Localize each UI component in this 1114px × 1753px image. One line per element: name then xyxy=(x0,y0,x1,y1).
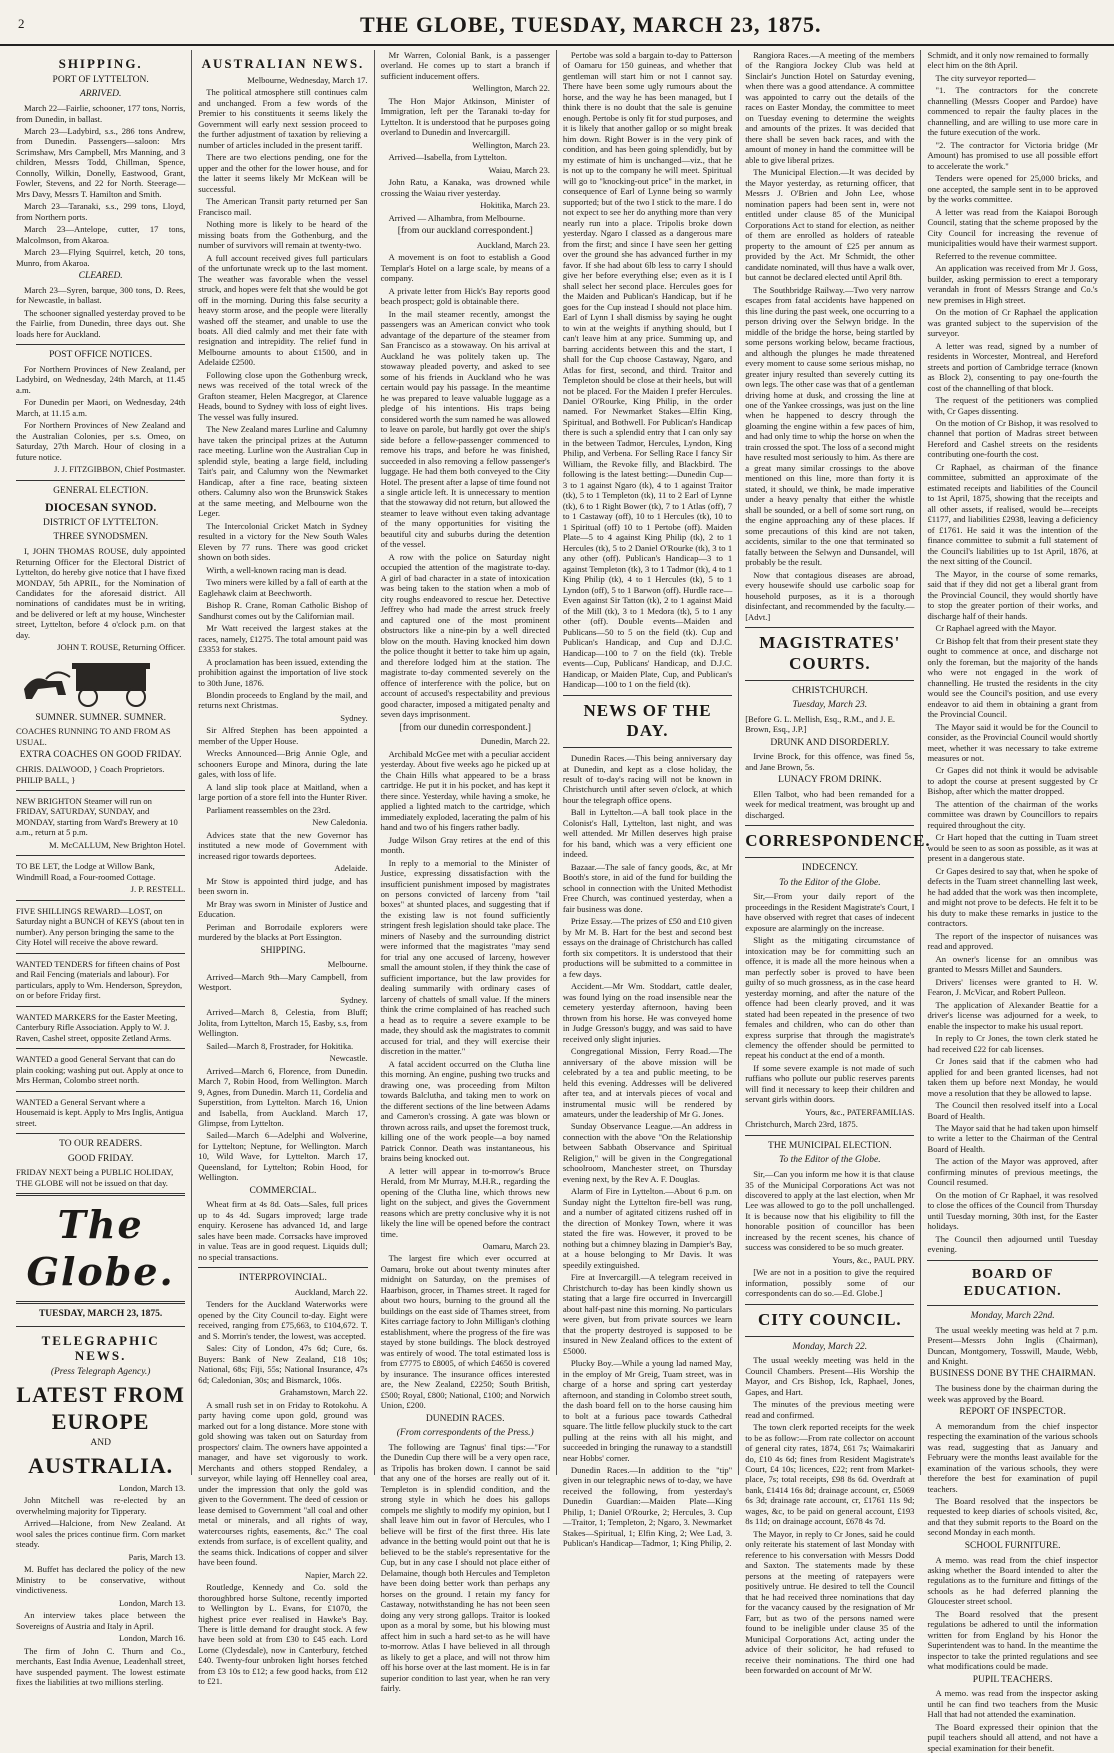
divider xyxy=(16,855,185,856)
paragraph: The Mayor said it would be for the Council to consider, as the Provincial Council would shortly meet, whether it was necessary to take extreme measures or not. xyxy=(927,721,1098,763)
subheading: POST OFFICE NOTICES. xyxy=(49,350,153,361)
paragraph: A letter was read, signed by a number of residents in Worcester, Montreal, and Hereford streets and portion of Cambridge terrace (known as Block 2), consenting to pay one-fourth the cost of the channelling of that block. xyxy=(927,340,1098,393)
paragraph: An interview takes place between the Sovereigns of Austria and Italy in April. xyxy=(16,1610,186,1631)
paragraph: Arrived—Isabella, from Lyttelton. xyxy=(388,152,507,163)
paragraph: In the mail steamer recently, amongst the passengers was an American convict who took advantage of the departure of the steamer from San Francisco as a stowaway. On his arrival at Auckland he was politely taken up. The stowaway pleaded poverty, and asked to see some of his friends in Auckland who he was certain would pay his passage. In the meantime he was prepared to leave valuable luggage as a pledge of his intentions. His traps being considered worth the sum named he was allowed to leave on parole, but hardly got over the ship's side before a fellow-passenger commenced to remove his traps, and before he was finished, succeeded in also removing a fellow passenger's luggage. He had them both conveyed to the City Hotel. The present after a lapse of time found not a single article left. It is unnecessary to mention that the stowaway did not return, but allowed the steamer to leave without even taking advantage of the many opportunities for visiting the beautiful city and suburbs during the detention of the vessel. xyxy=(380,308,550,550)
paragraph: The Hon Major Atkinson, Minister of Immigration, left per the Taranaki to-day for Lyttelton. It is understood that he purposes going overland to Dunedin and Invercargill. xyxy=(380,95,550,138)
page-header: THE GLOBE, TUESDAY, MARCH 23, 1875. xyxy=(360,12,822,37)
paragraph: The business done by the chairman during the week was approved by the Board. xyxy=(927,1383,1098,1404)
section-heading: NEWS OF THE DAY. xyxy=(583,700,712,741)
paragraph: Arrived—Halcione, from New Zealand. At wool sales the prices continue firm. Corn market steady. xyxy=(16,1518,186,1550)
subheading: INTERPROVINCIAL. xyxy=(239,1273,327,1284)
paragraph: The Council then adjourned until Tuesday evening. xyxy=(927,1233,1098,1255)
subheading: GOOD FRIDAY. xyxy=(67,1153,134,1164)
dateline: Wellington, March 23. xyxy=(472,139,550,150)
paragraph: John Mitchell was re-elected by an overwhelming majority for Tipperary. xyxy=(16,1495,186,1516)
paragraph: Congregational Mission, Ferry Road.—The anniversary of the above mission will be celebrated by a tea and public meeting, to be held this evening. Addresses will be delivered after tea, and at intervals pieces of vocal and instrumental music will be rendered by amateurs, under the leadership of Mr G. Jones. xyxy=(562,1046,733,1119)
paragraph: A letter will appear in to-morrow's Bruce Herald, from Mr Murray, M.H.R., regarding the opening of the Clutha line, which throws new light on the subject, and gives the Government reasons which are pretty conclusive why it is not likely the line will be opened before the contract time. xyxy=(380,1165,550,1239)
subheading: SCHOOL FURNITURE. xyxy=(964,1540,1061,1551)
paragraph: The Board resolved that the inspectors be requested to keep diaries of schools visited, &c, and that they submit reports to the Board on the second Monday in each month. xyxy=(927,1495,1098,1538)
subheading: CLEARED. xyxy=(78,271,123,282)
paragraph: Periman and Borrodaile explorers were murdered by the blacks at Port Essington. xyxy=(198,921,368,943)
divider xyxy=(745,825,914,826)
paragraph: The Board expressed their opinion that the pupil teachers should all attend, and not have a special examination for their benefit. xyxy=(927,1721,1098,1753)
paragraph: There are two elections pending, one for the upper and the other for the lower house, and for the latter it seems likely Mr McKean will be successful. xyxy=(198,152,368,194)
paragraph: Sir Alfred Stephen has been appointed a member of the Upper House. xyxy=(198,725,368,746)
subheading: REPORT OF INSPECTOR. xyxy=(959,1407,1066,1418)
paragraph: Dunedin Races.—This being anniversary day at Dunedin, and kept as a close holiday, the result of to-day's racing will not be known in Christchurch until after seven o'clock, at which hour the telegraph office opens. xyxy=(562,753,733,805)
paragraph: A land slip took place at Maitland, when a large portion of a store fell into the Hunter River. xyxy=(198,781,368,803)
divider xyxy=(16,344,185,345)
subheading: THE MUNICIPAL ELECTION. xyxy=(768,1140,892,1151)
paragraph: Cr Raphael, as chairman of the finance committee, submitted an approximate of the estimated receipts and liabilities of the Council to 1st April, 1875, showing that the receipts and all other assets, if realised, would be—receipts £1177, and liabilities £2938, leaving a deficiency of £1761. He said it was the intention of the finance committee to submit a full statement of the Council's liabilities up to 1st April, 1876, at the next sitting of the Council. xyxy=(927,461,1098,567)
paragraph: [Before G. L. Mellish, Esq., R.M., and J. E. Brown, Esq., J.P.] xyxy=(745,713,896,735)
divider xyxy=(16,1133,185,1134)
paragraph: Drivers' licenses were granted to H. W. Fearon, J. McVicar, and Robert Pulleon. xyxy=(927,976,1098,998)
section-heading: SHIPPING. xyxy=(58,56,143,71)
paragraph: Cr Gapes did not think it would be advisable to adopt the course at present suggested by Cr Bishop, after which the matter dropped. xyxy=(927,765,1098,797)
column-3 xyxy=(375,50,557,1694)
dateline: Paris, March 13. xyxy=(128,1551,186,1562)
paragraph: "2. The contractor for Victoria bridge (Mr Amount) has promised to use all possible effort to accelerate the work." xyxy=(927,139,1098,171)
subheading: TO OUR READERS. xyxy=(59,1139,143,1150)
paragraph: Routledge, Kennedy and Co. sold the thoroughbred horse Sultone, recently imported to Wellington by L. Evans, for £1070, the highest price ever realised in Hawke's Bay. There is little demand for draught stock. A few have been sold at from £30 to £45 each. Lord Lorne (Clydesdale), now in Canterbury, fetched £40. Twenty-four unbroken light horses fetched from £3 10s to £12; a few good hacks, from £12 to £21. xyxy=(198,1582,368,1687)
paragraph: A memo. was read from the inspector asking until he can find two teachers from the Music Hall that had not attended the examination. xyxy=(927,1688,1098,1720)
divider xyxy=(16,480,185,481)
paragraph: Sailed—March 8, Frostrader, for Hokitika. xyxy=(206,1040,354,1051)
column-2 xyxy=(192,50,374,1687)
subheading: GENERAL ELECTION. xyxy=(53,485,149,496)
paragraph: John Ratu, a Kanaka, was drowned while crossing the Waiau river yesterday. xyxy=(380,177,550,198)
column-4 xyxy=(557,50,739,1549)
dateline: Sydney. xyxy=(340,994,368,1005)
paragraph: Wirth, a well-known racing man is dead. xyxy=(206,564,347,575)
paragraph: A memo. was read from the chief inspector asking whether the Board intended to alter the regulations as to the furniture and fittings of the schools as he had deferred planning the Gloucester street school. xyxy=(927,1554,1098,1607)
paragraph: Prize Essay.—The prizes of £50 and £10 given by Mr M. B. Hart for the best and second best essays on the drainage of Christchurch has called forth six competitors. It is understood that their productions will be submitted to a committee in a few days. xyxy=(562,916,733,979)
paragraph: Mr Bray was sworn in Minister of Justice and Education. xyxy=(198,898,368,920)
paragraph: Nothing more is likely to be heard of the missing boats from the Gothenburg, and the number of survivors will remain at twenty-two. xyxy=(198,219,368,251)
paragraph: The schooner signalled yesterday proved to be the Fairlie, from Dunedin, three days out. She loads here for Auckland. xyxy=(16,307,186,339)
paragraph: Sunday Observance League.—An address in connection with the above "On the Relationship between Sabbath Observance and Spiritual Religion," will be given in the Congregational schoolroom, Manchester street, on Thursday evening next, by the Rev A. F. Douglas. xyxy=(562,1121,733,1184)
paragraph: Ellen Talbot, who had been remanded for a week for medical treatment, was brought up and discharged. xyxy=(745,788,915,820)
divider xyxy=(745,680,914,681)
paragraph: Sir,—From your daily report of the proceedings in the Resident Magistrate's Court, I have observed with regret that cases of indecent exposure are alarmingly on the increase. xyxy=(745,891,915,933)
dateline: London, March 13. xyxy=(118,1482,186,1493)
divider xyxy=(16,1048,185,1049)
subheading: SHIPPING. xyxy=(260,945,306,956)
paragraph: March 23—Syren, barque, 300 tons, D. Rees, for Newcastle, in ballast. xyxy=(16,284,186,306)
section-heading: MAGISTRATES' COURTS. xyxy=(759,633,901,673)
divider xyxy=(745,857,914,858)
divider xyxy=(745,1336,914,1337)
paragraph: Alarm of Fire in Lyttelton.—About 6 p.m. on Sunday night the Lyttelton fire-bell was rung, and a number of agitated citizens rushed off in the direction of Monkey Town, where it was stated the fire was. However, it proved to be nothing but a chimney blazing in Dampier's Bay, at a house belonging to Mr Davis. It was speedily extinguished. xyxy=(562,1186,733,1270)
paragraph: Tenders were opened for 25,000 bricks, and one accepted, the sample sent in to be approved by the works committee. xyxy=(927,173,1098,205)
newspaper-columns xyxy=(10,50,1104,1753)
paragraph: Sir,—Can you inform me how it is that clause 35 of the Municipal Corporations Act was not discovered to apply at the last election, when Mr Lee was allowed to go to the poll unchallenged. It is because now that his eligibility to fill the honorable position of councillor has been increased by the recent scenes, his chance of success was considered to be so much greater. xyxy=(745,1169,915,1253)
paragraph: The usual weekly meeting was held in the Council Chambers. Present—His Worship the Mayor, and Crs Bishop, Ick, Raphael, Jones, Gapes, and Hart. xyxy=(745,1355,915,1397)
paragraph: The political atmosphere still continues calm and unchanged. From a few words of the Premier to his constituents it seems likely the Government will early next session proceed to the further adjustment of taxation by relieving a number of articles included in the present tariff. xyxy=(198,87,368,150)
paragraph: Now that contagious diseases are abroad, every housewife should use carbolic soap for household purposes, as it is a thorough disinfectant, and recommended by the faculty.—[Advt.] xyxy=(745,569,915,622)
paragraph: Rangiora Races.—A meeting of the members of the Rangiora Jockey Club was held at Sinclair's Junction Hotel on Saturday evening, when there was a good attendance. A committee was appointed to carry out the details of the races on Easter Monday, the committee to meet on Tuesday evening to determine the weights and amounts of the prizes. It was decided that there shall be seven back races, and with the amount of money in hand the committee will be able to give liberal prizes. xyxy=(745,50,915,165)
paper-masthead: The Globe. xyxy=(26,1202,175,1294)
paragraph: Tenders for the Auckland Waterworks were opened by the City Council to-day. Eight were received, ranging from £75,663, to £104,672. T. and S. Morrin's tender, the lowest, was accepted. xyxy=(198,1299,368,1341)
paragraph: The firm of John C. Thurn and Co., merchants, East India Avenue, Leadenhall street, have suspended payment. The lowest estimate fixes the liabilities at two millions sterling. xyxy=(16,1645,186,1688)
paragraph: The Southbridge Railway.—Two very narrow escapes from fatal accidents have happened on this line during the past week, one occurring to a person driving over the Selwyn bridge. In the middle of the bridge the horse, being startled by some persons working below, became fractious, and although the plunges he made threatened every moment to cause some serious mishap, no greater injury resulted than severely cutting its own legs. The other case was that of a gentleman driving home at dusk, and crossing the line at one of the Yankee crossings, was just on the line when he happened to descry through the gloaming the engine within a few paces of him, and had only time to whip the horse on when the train crossed the spot. The loss of a second might have resulted most seriously to him. As there are a great many similar crossings to the above mentioned on this line, more than forty it is stated, it should, we think, be made imperative under a heavy penalty that either the whistle shall be sounded, or a bell of some sort rung, on the engine approaching any of these places. If some precautions of this kind are not taken, accidents, similar to the one that terminated so fatally between the Selwyn and Dunsandel, will probably be the result. xyxy=(745,284,915,568)
divider xyxy=(16,790,185,791)
paragraph: A fatal accident occurred on the Clutha line this morning. An engine, pushing two trucks and drawing one, was proceeding from Milton towards Balclutha, and taking men to work on the different sections of the line between Adams and Cameron's crossing. A gate was blown or thrown across rails, and upset the foremost truck, killing one of the work people—a boy named Patrick Connor. Death was instantaneous, his brains being knocked out. xyxy=(380,1058,550,1164)
paragraph: In reply to Cr Jones, the town clerk stated he had received £22 for cab licenses. xyxy=(927,1033,1098,1054)
paragraph: Arrived — Alhambra, from Melbourne. xyxy=(388,212,526,223)
paragraph: Sailed—March 6—Adelphi and Wolverine, for Lyttelton; Neptune, for Wellington. March 10, Wild Wave, for Lyttelton. March 17, Queensland, for Lyttelton; Robin Hood, for Wellington. xyxy=(198,1130,368,1183)
subheading: DRUNK AND DISORDERLY. xyxy=(770,737,890,748)
dateline: Auckland, March 22. xyxy=(294,1286,368,1297)
paragraph: Bazaar.—The sale of fancy goods, &c, at Mr Booth's store, in aid of the fund for building the school in connection with the United Methodist Free Church, was continued yesterday, when a fair business was done. xyxy=(562,861,733,914)
paragraph: Sales: City of London, 47s 6d; Cure, 6s. Buyers: Bank of New Zealand, £18 10s; National, 68s; Fiji, 55s; National Insurance, 47s 6d; Caledonian, 30s; and Bismarck, 106s. xyxy=(198,1343,368,1385)
signature: M. McCALLUM, New Brighton Hotel. xyxy=(49,839,186,850)
paragraph: Bishop R. Crane, Roman Catholic Bishop of Sandhurst comes out by the Californian mail. xyxy=(198,600,368,621)
paragraph: The usual weekly meeting was held at 7 p.m. Present—Messrs John Inglis (Chairman), Duncan, Montgomery, Tosswill, Maude, Webb, and Knight. xyxy=(927,1324,1098,1366)
section-heading: TELEGRAPHIC NEWS. xyxy=(41,1332,160,1364)
paragraph: Ball in Lyttelton.—A ball took place in the Colonist's Hall, Lyttelton, last night, and was well attended. Mr Millen deserves high praise for his band, which was a very efficient one indeed. xyxy=(562,807,733,860)
paragraph: The American Transit party returned per San Francisco mail. xyxy=(198,196,368,217)
paragraph: The New Zealand mares Lurline and Calumny have taken the principal prizes at the Autumn race meeting. Lurline won the Australian Cup in splendid style, beating a large field, including Tait's pair, and Calumny won the Newmarket Handicap, after a fine race, beating sixteen others. Calumny also won the Brunswick Stakes at the same meeting, and Melbourne won the Leger. xyxy=(198,424,368,519)
paragraph: The Council then resolved itself into a Local Board of Health. xyxy=(927,1100,1098,1121)
coach-illustration xyxy=(16,659,185,707)
paragraph: Judge Wilson Gray retires at the end of this month. xyxy=(380,834,550,856)
signature: J. J. FITZGIBBON, Chief Postmaster. xyxy=(54,464,186,475)
paragraph: Schmidt, and it only now remained to formally elect him on the 8th April. xyxy=(927,50,1089,71)
paragraph: Accident.—Mr Wm. Stoddart, cattle dealer, was found lying on the road insensible near the cemetery yesterday afternoon, having been thrown from his horse. He was conveyed home in Judge Gresson's buggy, and was said to have received only slight injuries. xyxy=(562,981,733,1044)
paragraph: Blondin proceeds to England by the mail, and returns next Christmas. xyxy=(198,689,368,711)
issue-date: TUESDAY, MARCH 23, 1875. xyxy=(38,1308,163,1319)
paragraph: Wheat firm at 4s 8d. Oats—Sales, full prices up to 4s 4d. Sugars improved; large trade enquiry. Kerosene has advanced 1d, and large sales have been made. Corrsacks have improved in value. Teas are in good request. Liquids dull; no special transactions. xyxy=(198,1199,368,1262)
advertisement: WANTED a good General Servant that can do plain cooking; washing put out. Apply at once to Mrs Herman, Colombo street north. xyxy=(16,1054,184,1086)
subheading: AND xyxy=(90,1438,111,1449)
paragraph: For Northern Provinces of New Zealand and the Australian Colonies, per s.s. Omeo, on Saturday, 27th March. Hour of closing in a future notice. xyxy=(16,420,186,462)
subheading: SUMNER. SUMNER. SUMNER. xyxy=(35,712,166,723)
headline: LATEST FROM EUROPE xyxy=(16,1381,185,1434)
advertisement: WANTED a General Servant where a Housemaid is kept. Apply to Mrs Inglis, Antigua street. xyxy=(16,1096,184,1128)
divider xyxy=(16,1006,185,1007)
paragraph: The following are Tagnus' final tips:—"For the Dunedin Cup there will be a very open race, as Tripolis has broken down. I cannot be said that any one of the horses are really out of it. Templeton is in splendid condition, and the strong style in which he does his gallops compels me slightly to modify my opinion, but I shall leave him out in favor of Hercules, who I believe will be first of the first three. His late advance in the betting would point out that he is believed to be the stable's representative for the Cup, but in any case I should not place either of Delamaine, though both Hercules and Templeton have been doing better work than perhaps any horses on the ground. I retain my fancy for Castaway, notwithstanding he has not been seen doing any very strong gallops. Traitor is looked upon as a moral by some, but his blowing must affect him in such a hard set-to as he will have to-morrow. Atlas I have believed in all through as likely to get a place, and will not throw him off his horse over at the last moment. He is in far superior condition to last year, when he ran very fairly. xyxy=(380,1441,550,1694)
paragraph: On the motion of Cr Raphael, it was resolved to close the offices of the Council from Thursday until Tuesday morning, 30th inst, for the Easter holidays. xyxy=(927,1189,1098,1232)
paragraph: Plucky Boy.—While a young lad named May, in the employ of Mr Greig, Tuam street, was in charge of a horse and spring cart yesterday afternoon, and standing in Colombo street south, the dash board fell on to the horse causing him to bolt at a furious pace towards Cathedral square. The little fellow pluckily stuck to the cart pulling at the reins with all his might, and succeeded in bringing the runaway to a standstill near Hobbs' corner. xyxy=(562,1358,733,1463)
subheading: BUSINESS DONE BY THE CHAIRMAN. xyxy=(929,1369,1096,1380)
dateline: Christchurch, March 23rd, 1875. xyxy=(745,1119,858,1130)
paragraph: The request of the petitioners was complied with, Cr Gapes dissenting. xyxy=(927,395,1098,416)
subheading: (Press Telegraph Agency.) xyxy=(50,1367,151,1378)
divider xyxy=(16,953,185,954)
paragraph: Slight as the mitigating circumstance of intoxication may be for committing such an offence, it is made all the more heinous when a man perfectly sober is proved to have been guilty of so much grossness, as in the case heard yesterday morning, and after the nature of the offence had been clearly proved, and it was stated had been repeated in the presence of two females and children, who can do other than express surprise that through the magistrate's clemency the offender should be permitted to repeat his conduct at the end of a month. xyxy=(745,935,915,1061)
advertisement: WANTED TENDERS for fifteen chains of Post and Rail Fencing (materials and labour). For particulars, apply to Wm. Henderson, Spreydon, on or before Friday first. xyxy=(16,958,183,1001)
paragraph: The Municipal Election.—It was decided by the Mayor yesterday, as returning officer, that Messrs J. O'Brien and John Lee, whose nomination papers had been sent in, were not entitled under clause 85 of the Municipal Corporations Act to stand for election, as neither of them are enrolled as holders of rateable property to the amount of £25 per annum as provided by the Act. Mr Schmidt, the other candidate nominated, will thus have a walk over, but cannot be declared elected until April 8th. xyxy=(745,167,915,283)
paragraph: The Intercolonial Cricket Match in Sydney resulted in a victory for the New South Wales Eleven by 77 runs. There was good cricket shown on both sides. xyxy=(198,520,368,563)
dateline: Napier, March 22. xyxy=(304,1569,368,1580)
dateline: London, March 16. xyxy=(118,1633,186,1644)
section-heading: BOARD OF EDUCATION. xyxy=(963,1266,1062,1299)
paragraph: A proclamation has been issued, extending the prohibition against the importation of live stock to 30th June, 1876. xyxy=(198,656,368,688)
subheading: DUNEDIN RACES. xyxy=(425,1413,505,1424)
paragraph: A small rush set in on Friday to Rotokohu. A party having come upon gold, ground was marked out for a long distance. More stone with gold showing was taken out on Saturday from prospectors' claim. The owners have appointed a manager, and have set vigorously to work. Merchants and others stopped Rendaley, a surveyor, while laying off Hennelley coal area, under the impression that only the gold was given to the Government. The deed of cession or lease demised to Government "all coal and other metal or minerals, and all rights of way, watercourses rights, easements, &c." The coal extends from surface, is of excellent quality, and the seams thick. Indications of copper and silver have been found. xyxy=(198,1399,368,1568)
divider xyxy=(563,747,732,748)
paragraph: Mr Stow is appointed third judge, and has been sworn in. xyxy=(198,875,368,897)
dateline: London, March 13. xyxy=(118,1597,186,1608)
dateline: Hokitika, March 23. xyxy=(480,200,550,211)
paragraph: March 23—Taranaki, s.s., 299 tons, Lloyd, from Northern ports. xyxy=(16,201,186,222)
paragraph: Cr Jones said that if the cabmen who had applied for and been granted licenses, had not taken them up before next Monday, he would move a resolution that they be allowed to lapse. xyxy=(927,1056,1098,1098)
signature: Yours, &c., PATERFAMILIAS. xyxy=(805,1106,915,1117)
subheading: Tuesday, March 23. xyxy=(792,700,868,711)
signature: JOHN T. ROUSE, Returning Officer. xyxy=(57,642,186,653)
dateline: Wellington, March 22. xyxy=(472,83,550,94)
paragraph: March 22—Fairlie, schooner, 177 tons, Norris, from Dunedin, in ballast. xyxy=(16,103,186,124)
divider xyxy=(16,1301,185,1304)
paragraph: Referred to the revenue committee. xyxy=(935,250,1057,261)
subheading: DISTRICT OF LYTTELTON. xyxy=(43,517,159,528)
advertisement: FRIDAY NEXT being a PUBLIC HOLIDAY, THE GLOBE will not be issued on that day. xyxy=(16,1167,174,1188)
dateline: Dunedin, March 22. xyxy=(480,736,550,747)
paragraph: Mr Watt received the largest stakes at the races, namely, £1275. The total amount paid was £3353 for stakes. xyxy=(198,623,368,655)
paragraph: Parliament reassembles on the 23rd. xyxy=(206,804,331,815)
divider xyxy=(563,695,732,696)
paragraph: For Northern Provinces of New Zealand, per Ladybird, on Wednesday, 24th March, at 11.45 a.m. xyxy=(16,363,186,395)
subheading: [from our auckland correspondent.] xyxy=(397,226,533,237)
subheading: [from our dunedin correspondent.] xyxy=(399,722,531,733)
advertisement: COACHES RUNNING TO AND FROM AS USUAL. xyxy=(16,726,171,747)
subheading: Monday, March 22nd. xyxy=(970,1310,1055,1321)
paragraph: Cr Bishop felt that from their present state they ought to commence at once, and discharge not only the foreman, but the majority of the hands who were not engaged in the work of channelling. He trusted the residents in the city would see the Council's position, and use every endeavor to aid them in obtaining a grant from the Provincial Council. xyxy=(927,635,1098,720)
paragraph: The report of the inspector of nuisances was read and approved. xyxy=(927,930,1098,952)
divider xyxy=(745,1135,914,1136)
paragraph: [We are not in a position to give the required information, possibly some of our correspondents can do so.—Ed. Globe.] xyxy=(745,1267,915,1299)
dateline: Auckland, March 23. xyxy=(476,239,550,250)
paragraph: On the motion of Cr Raphael the application was granted subject to the supervision of the surveyor. xyxy=(927,307,1098,339)
divider xyxy=(745,627,914,628)
paragraph: Following close upon the Gothenburg wreck, news was received of the total wreck of the Grafton steamer, Helen Macgregor, at Clarence Heads, bound to Sydney with loss of eight lives. The vessel was fully insured. xyxy=(198,369,368,422)
subheading: To the Editor of the Globe. xyxy=(779,877,881,888)
paragraph: The Board resolved that the present regulations be adhered to until the information written for from England by his Honor the Superintendent was to hand. In the meantime the inspector to take the printed regulations and see what modifications could be made. xyxy=(927,1608,1098,1672)
paragraph: The action of the Mayor was approved, after confirming minutes of previous meetings, the Council resumed. xyxy=(927,1156,1098,1188)
section-heading: AUSTRALIAN NEWS. xyxy=(201,56,365,71)
paragraph: M. Buffet has declared the policy of the new Ministry to be conservative, without vindictiveness. xyxy=(16,1564,186,1596)
divider xyxy=(16,900,185,901)
paragraph: A private letter from Hick's Bay reports good beach prospect; gold is obtainable there. xyxy=(380,285,550,307)
paragraph: If some severe example is not made of such ruffians who pollute our public reserves parents will find it necessary to keep their children and servant girls within doors. xyxy=(745,1062,915,1105)
dateline: Oamaru, March 23. xyxy=(482,1240,550,1251)
divider xyxy=(198,1267,367,1268)
paragraph: March 23—Flying Squirrel, ketch, 20 tons, Munro, from Akaroa. xyxy=(16,247,186,268)
subheading: LUNACY FROM DRINK. xyxy=(778,775,882,786)
advertisement: TO BE LET, the Lodge at Willow Bank, Windmill Road, a Four-roomed Cottage. xyxy=(16,861,156,882)
divider xyxy=(16,1193,185,1196)
dateline: Waiau, March 23. xyxy=(488,164,550,175)
paragraph: March 23—Ladybird, s.s., 286 tons Andrew, from Dunedin. Passengers—saloon: Mrs Scrimshaw, Mrs Campbell, Mrs Manning, and 3 children, Messrs Todd, Chillman, Spence, Connolly, Wilkin, Donelly, Eastwood, Grant, Fowler, Stevens, and 22 for North. Steerage—Mrs Davy, Messrs T. Hamilton and Smith. xyxy=(16,125,186,199)
paragraph: Arrived—March 6, Florence, from Dunedin. March 7, Robin Hood, from Wellington. March 9, Agnes, from Dunedin. March 11, Cordelia and Superstition, from Lyttelton. March 16, Union and Isabella, from Auckland. March 17, Glimpse, from Lyttelton. xyxy=(198,1065,368,1128)
signature: Yours, &c., PAUL PRY. xyxy=(832,1254,915,1265)
paragraph: March 23—Antelope, cutter, 17 tons, Malcolmson, from Akaroa. xyxy=(16,224,186,245)
advertisement: WANTED MARKERS for the Easter Meeting, Canterbury Rifle Association. Apply to W. J. Raven, Cashel street, opposite Zetland Arms. xyxy=(16,1011,178,1043)
paragraph: Fire at Invercargill.—A telegram received in Christchurch to-day has been kindly shown us stating that a large fire occurred in Invercargill about half-past nine this morning. No particulars were given, but from private sources we learn that the property destroyed is supposed to be insured in New Zealand offices to the extent of £5000. xyxy=(562,1272,733,1356)
paragraph: On the motion of Cr Bishop, it was resolved to channel that portion of Madras street between Hereford and Cashel streets on the residents contributing one-fourth the cost. xyxy=(927,417,1098,460)
column-6 xyxy=(921,50,1103,1753)
paragraph: An application was received from Mr J. Goss, builder, asking permission to erect a temporary verandah in front of Messrs Strange and Co.'s new premises in High street. xyxy=(927,263,1098,305)
paragraph: A full account received gives full particulars of the unfortunate wreck up to the last moment. The weather was favorable when the vessel struck, and hopes were felt that she would be got off in the morning. During this false security a heavy storm arose, and the people were literally washed off the steamer, and unable to use the boats. All died calmly and met their fate with resignation and intrepidity. The relief fund in Melbourne amounts to about £1500, and in Adelaide £2500. xyxy=(198,252,368,368)
dateline: Melbourne. xyxy=(327,959,368,970)
paragraph: In reply to a memorial to the Minister of Justice, expressing dissatisfaction with the insufficient punishment imposed by magistrates on persons convicted of larceny from "tail boxes" at shunted places, and suggesting that if the existing law is not found sufficiently stringent fresh legislation should take place. The miners of Naseby and the surrounding district were informed that the magistrates "may send for trial any one accused of larceny, however small the amount stolen, if they think the case of sufficient importance, but the law provides for dealing summarily with ordinary cases of larceny of chattels of small value. If the miners think the crime complained of has reached such a head as to require a severe example to be made, they should ask the magistrates to commit accused for trial, and they will exercise their discretion in the matter." xyxy=(380,857,550,1057)
paragraph: The attention of the chairman of the works committee was drawn by Councillors to repairs required throughout the city. xyxy=(927,798,1098,830)
divider xyxy=(16,1326,185,1327)
paragraph: Archibald McGee met with a peculiar accident yesterday. About five weeks ago he picked up at the Chain Hills what appeared to be a brass cartridge. He put it in his pocket, and has kept it there since. Yesterday, while having a smoke, he applied a lighted match to the cartridge, which immediately exploded, lacerating the palm of his hand and two of his fingers rather badly. xyxy=(380,748,550,833)
dateline: Grahamstown, March 22. xyxy=(279,1387,368,1398)
advertisement: FIVE SHILLINGS REWARD—LOST, on Saturday night a BUNCH of KEYS (about ten in number). Any person bringing the same to the City Hotel will receive the above reward. xyxy=(16,905,185,948)
paragraph: A movement is on foot to establish a Good Templar's Hotel on a large scale, by means of a company. xyxy=(380,252,550,284)
paragraph: Arrived—March 9th—Mary Campbell, from Westport. xyxy=(198,971,368,993)
paragraph: The Mayor said that he had taken upon himself to write a letter to the Chairman of the Central Board of Health. xyxy=(927,1122,1098,1154)
coach-icon xyxy=(16,659,186,707)
dateline: Newcastle. xyxy=(329,1053,368,1064)
paragraph: "1. The contractors for the concrete channelling (Messrs Cooper and Pardoe) have commenced to repair the faulty places in the channelling, and are willing to use more care in the future execution of the work. xyxy=(927,85,1098,138)
paragraph: I, JOHN THOMAS ROUSE, duly appointed Returning Officer for the Electoral District of Lyttelton, do hereby give notice that I have fixed MONDAY, 5th APRIL, for the Nomination of Candidates for the aforesaid district. All nominations of candidates must be in writing, and be delivered or left at my house, Winchester street, Lyttelton, before 4 o'clock p.m. on that day. xyxy=(16,546,186,640)
section-heading: CITY COUNCIL. xyxy=(758,1309,902,1329)
paragraph: For Dunedin per Maori, on Wednesday, 24th March, at 11.15 a.m. xyxy=(16,397,186,418)
dateline: Melbourne, Wednesday, March 17. xyxy=(247,74,368,85)
paragraph: A letter was read from the Kaiapoi Borough Council, stating that the scheme proposed by the City Council for increasing the revenue of municipalities would have their warmest support. xyxy=(927,206,1098,249)
paragraph: Wrecks Announced—Brig Annie Ogle, and schooners Europe and Minora, during the late gales, with loss of life. xyxy=(198,748,368,780)
advertisement: NEW BRIGHTON Steamer will run on FRIDAY, SATURDAY, SUNDAY, and MONDAY, starting from Ward's Brewery at 10 a.m., return at 5 p.m. xyxy=(16,796,178,838)
divider xyxy=(927,1305,1097,1306)
subheading: ARRIVED. xyxy=(79,89,122,100)
subheading: CHRISTCHURCH. xyxy=(791,685,868,696)
column-5 xyxy=(739,50,931,1676)
masthead xyxy=(0,0,1114,46)
paragraph: A memorandum from the chief inspector respecting the examination of the various schools was read, suggesting that as January and February were the months least available for the examination of the various schools, they were therefore the best for examination of pupil teachers. xyxy=(927,1420,1098,1494)
paragraph: An owner's license for an omnibus was granted to Messrs Millet and Saunders. xyxy=(927,953,1098,975)
paragraph: Pertobe was sold a bargain to-day to Patterson of Oamaru for 150 guineas, and whether that gentleman will start him or not I cannot say. There have been some ugly rumours about the horse, and the way he has been managed, but I think there is no doubt that the sale is genuine enough. Pertobe is only fit for stud purposes, and it is likely that another gallop or so might break him down. Right Bower is in the very pink of condition, and has been going splendidly, but by my estimate of him is unchanged—viz., that he is not up to the company he will meet. Spiritual will go to "knocking-out price" in the market, in consequence of Earl of Lynne being so warmly supported; but of the two I stick to the mare. I do not expect to see her do anything more than very nearly run into a place. Tripolis broke down yesterday. Ngaro I classed as a dangerous mare from the first; and since I have seen her getting over the ground she has advanced further in my favor. If she had about 6lb less to carry I should give her before everything else; even as it is I shall select her second place. Hercules goes for the Maiden and Publican's Handicap, but if he goes for the Cup instead I should not place him. Earl of Lynn I shall dismiss by saying he ought to win at the weights if anything should, but I can't leave him at any price. Summing up, and barring accidents between this and the start, I shall for the Cup choose Castaway, Ngaro, and Atlas for first, second, and third. Traitor and Templeton should be close at their heels, but will not be placed. For the Maiden I prefer Hercules. Daniel O'Rourke, King Philip, in the order named. For Newmarket Stakes—Elfin King, Spiritual, and Bothwell. For Publican's Handicap there is such a splendid entry that I can only say in the between Tadmor, Hercules, Lyndon, King Philip, and Verbena. For Selling Race I fancy Sir William, the Revoke filly, and Blackbird. The following is the latest betting:—Dunedin Cup—3 to 1 against Ngaro (tk), 4 to 1 against Traitor (tk), 5 to 1 Templeton (tk), 11 to 2 Earl of Lynne (tk), 6 to 1 Right Bower (tk), 7 to 1 Atlas (off), 7 to 1 Castaway (off), 10 to 1 Hercules (tk), 10 to 1 Spiritual (off) 10 to 1 Pertobe (off). Maiden Plate—5 to 4 against King Philip (tk), 2 to 1 Hercules (tk), 5 to 2 Daniel O'Rourke (tk), 3 to 1 any other (off). Publican's Handicap—3 to 1 against Templeton (tk), 3 to 1 Tadmor (tk), 4 to 1 King Philip (tk), 4 to 1 Hercules (tk), 5 to 1 Lyndon (off), 5 to 1 Barwon (off). Hurdle race—Even against Sir Tatton (tk), 2 to 1 against Maid of the Mill (tk), 3 to 1 Medora (tk), 5 to 1 any other (off). Double events—Maiden and Publicans—50 to 5 on the field (tk). Cup and Publican's Handicap, and Cup and D.J.C. Handicap—100 to 7 on the field (tk). Treble events—Cup, Publicans' Handicap, and D.J.C. Handicap, or Maiden Plate, Cup, and Publican's Handicap—100 to 1 on the field (tk). xyxy=(562,50,733,690)
paragraph: Cr Gapes desired to say that, when he spoke of defects in the Tuam street channelling last week, he had added that the work was then incomplete, and might not prove to be defects. He felt it to be his duty to make these remarks in justice to the contractors. xyxy=(927,865,1098,929)
paragraph: Dunedin Races.—In addition to the "tip" given in our telegraphic news of to-day, we have received the following, from yesterday's Dunedin Guardian:—Maiden Plate—King Philip, 1; Daniel O'Rourke, 2; Hercules, 3. Cup—Traitor, 1; Templeton, 2; Ngaro, 3. Newmarket Stakes—Spiritual, 1; Elfin King, 2; Wee Lad, 3. Publican's Handicap—Tadmor, 1; King Philip, 2. xyxy=(562,1464,733,1549)
paragraph: The Mayor, in reply to Cr Jones, said he could only reiterate his statement of last Monday with reference to his conversation with Messrs Dodd and Saxton. The statements made by these persons at the meeting of ratepayers were positively untrue. He desired to tell the Council that he had received three nominations that day for the vacancy caused by the resignation of Mr Farr, but as two of the persons named were found to be ineligible under clause 35 of the Municipal Corporations Act, acting under the advice of their solicitor, he had refused to receive their nominations. The third one had been forwarded on account of Mr W. xyxy=(745,1528,915,1676)
paragraph: Mr Warren, Colonial Bank, is a passenger overland. He comes up to start a branch if sufficient inducement offers. xyxy=(380,50,550,81)
subheading: THREE SYNODSMEN. xyxy=(53,532,148,543)
headline: AUSTRALIA. xyxy=(28,1453,174,1479)
paragraph: The application of Alexander Beattie for a driver's license was adjourned for a week, to enable the inspector to make his usual report. xyxy=(927,999,1098,1031)
divider xyxy=(745,1304,914,1305)
subheading: Monday, March 22. xyxy=(792,1341,868,1352)
signature: J. P. RESTELL. xyxy=(130,884,186,895)
subheading: DIOCESAN SYNOD. xyxy=(44,500,157,515)
dateline: Adelaide. xyxy=(334,863,368,874)
divider xyxy=(16,1091,185,1092)
subheading: INDECENCY. xyxy=(801,863,858,874)
divider xyxy=(927,1260,1097,1261)
paragraph: Irvine Brock, for this offence, was fined 5s, and Jane Brown, 5s. xyxy=(745,751,915,772)
paragraph: Two miners were killed by a fall of earth at the Eaglehawk claim at Beechworth. xyxy=(198,577,368,598)
subheading: EXTRA COACHES ON GOOD FRIDAY. xyxy=(19,750,182,761)
dateline: New Caledonia. xyxy=(312,817,368,828)
paragraph: Arrived—March 8, Celestia, from Bluff; Jolita, from Lyttelton, March 15, Easby, s.s, from Wellington. xyxy=(198,1007,368,1039)
paragraph: The Mayor, in the course of some remarks, said that if they did not get a liberal grant from the Provincial Council, they would shortly have to stop the greater portion of their works, and discharge half of their hands. xyxy=(927,568,1098,621)
paragraph: The town clerk reported receipts for the week to be as follow:—From rate collector on account of general city rates, 1874, £61 7s; Waimakariri do, £10 4s 6d; fines from Resident Magistrate's Court, £4 10s; licences, £22; rent from Market-place, 7s; total receipts, £98 8s 6d. Overdraft at bank, £1414 16s 8d; drainage account, cr, £5069 6s 3d; drainage rate account, cr, £1761 11s 9d; wages, &c, to be paid on general account, £193 8s 11d; on drainage account, £678 4s 7d. xyxy=(745,1422,915,1527)
section-heading: CORRESPONDENCE. xyxy=(745,831,931,851)
subheading: PORT OF LYTTELTON. xyxy=(52,74,149,85)
subheading: To the Editor of the Globe. xyxy=(779,1155,881,1166)
paragraph: The city surveyor reported— xyxy=(935,72,1036,83)
paragraph: The minutes of the previous meeting were read and confirmed. xyxy=(745,1399,915,1420)
paragraph: Cr Hart hoped that the cutting in Tuam street would be seen to as soon as possible, as it was at present in a dangerous state. xyxy=(927,832,1098,864)
subheading: (From correspondents of the Press.) xyxy=(396,1428,534,1439)
paragraph: A row with the police on Saturday night occupied the attention of the magistrate to-day. A girl of bad character in a state of intoxication was being taken to the station when a mob of city roughs endeavored to rescue her. Detective Jeffrey who had made the arrest struck freely and captured one of the most prominent obstructors like a nine-pin by a well directed blow on the mouth. Having knocked him down the police thought it better to take him up again, and therefore lodged him at the station. The magistrate to-day commented severely on the offence of interference with the police, but on account of accused's respectability and previous good character, imposed a mitigated penalty and seven days imprisonment. xyxy=(380,551,550,720)
paragraph: Advices state that the new Governor has instituted a new mode of Government with increased rigor towards deportees. xyxy=(198,829,368,861)
page-number: 2 xyxy=(18,16,25,31)
paragraph: The largest fire which ever occurred at Oamaru, broke out about twenty minutes after midnight on Saturday, on the premises of Haarbison, grocer, in Thames street. It raged for about two hours, burning to the ground all the buildings on the east side of Thames street, from Kites carriage factory to John Milligan's clothing establishment, where the progress of the fire was stayed by stone buildings. The block destroyed was entirely of wood. The total estimated loss is from £7775 to £8005, of which £4650 is covered by insurance. The insurance offices interested are, the New Zealand, £2250; South British, £500; Royal, £800; National, £100; and Norwich Union, £200. xyxy=(380,1253,550,1411)
subheading: PUPIL TEACHERS. xyxy=(972,1674,1053,1685)
column-1 xyxy=(10,50,192,1688)
paragraph: Cr Raphael agreed with the Mayor. xyxy=(935,623,1057,634)
subheading: COMMERCIAL. xyxy=(249,1185,317,1196)
dateline: Sydney. xyxy=(340,712,368,723)
advertisement: CHRIS. DALWOOD, } Coach Proprietors. PHILIP BALL, } xyxy=(16,764,165,785)
